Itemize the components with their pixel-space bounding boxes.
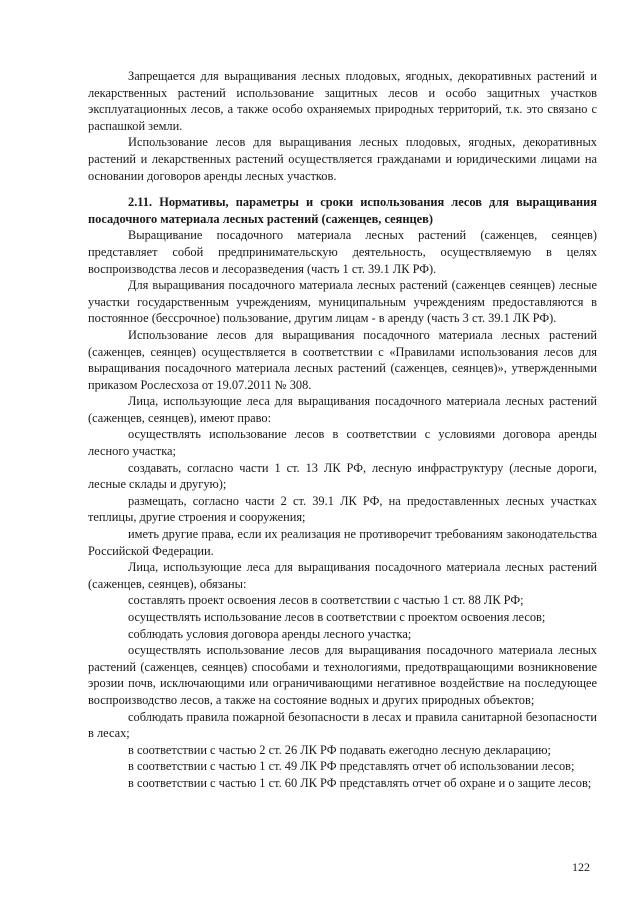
paragraph: Использование лесов для выращивания лесных плодовых, ягодных, декоративных растений и лекарственных растений осуществляется гражданами и юридическими лицами на основании договоров аренды лесных участков.: [88, 135, 597, 183]
list-item: соблюдать условия договора аренды лесного участка;: [128, 626, 412, 641]
list-item: составлять проект освоения лесов в соответствии с частью 1 ст. 88 ЛК РФ;: [128, 593, 524, 608]
list-item: осуществлять использование лесов для выращивания посадочного материала лесных растений (саженцев, сеянцев) способами и технологиями, предотвращающими возникновение эрозии почв, исключающими или ограничивающими негативное воздействие на последующее воспроизводство лесов, а также на состояние водных и других природных объектов;: [88, 643, 597, 707]
list-item: соблюдать правила пожарной безопасности в лесах и правила санитарной безопасности в лесах;: [88, 709, 597, 741]
paragraph: Выращивание посадочного материала лесных растений (саженцев, сеянцев) представляет собой предпринимательскую деятельность, осуществляемую в целях воспроизводства лесов и лесоразведения (часть 1 ст. 39.1 ЛК РФ).: [88, 228, 597, 276]
list-item: осуществлять использование лесов в соответствии с проектом освоения лесов;: [128, 610, 546, 624]
paragraph: Лица, использующие леса для выращивания посадочного материала лесных растений (саженцев, сеянцев), имеют право:: [88, 394, 597, 425]
list-item: осуществлять использование лесов в соответствии с условиями договора аренды лесного участка;: [88, 427, 597, 459]
document-page: [88, 68, 597, 792]
list-item: иметь другие права, если их реализация не противоречит требованиям законодательства Российской Федерации.: [88, 527, 597, 558]
list-item: в соответствии с частью 1 ст. 49 ЛК РФ представлять отчет об использовании лесов;: [128, 759, 575, 774]
paragraph: Для выращивания посадочного материала лесных растений (саженцев сеянцев) лесные участки государственным учреждениям, муниципальным учреждениям предоставляются в постоянное (бессрочное) пользование, другим лицам - в аренду (часть 3 ст. 39.1 ЛК РФ).: [88, 278, 597, 326]
list-item: в соответствии с частью 2 ст. 26 ЛК РФ подавать ежегодно лесную декларацию;: [128, 742, 551, 757]
page-number: 122: [572, 860, 590, 874]
section-heading: 2.11. Нормативы, параметры и сроки использования лесов для выращивания посадочного материала лесных растений (саженцев, сеянцев): [88, 195, 597, 226]
list-item: создавать, согласно части 1 ст. 13 ЛК РФ, лесную инфраструктуру (лесные дороги, лесные склады и другую);: [88, 460, 597, 492]
list-item: размещать, согласно части 2 ст. 39.1 ЛК РФ, на предоставленных лесных участках теплицы, другие строения и сооружения;: [88, 493, 597, 525]
paragraph: Использование лесов для выращивания посадочного материала лесных растений (саженцев, сеянцев) осуществляется в соответствии с «Правилами использования лесов для выращивания посадочного материала лесных растений (саженцев, сеянцев)», утвержденными приказом Рослесхоза от 19.07.2011 № 308.: [88, 327, 597, 392]
list-item: в соответствии с частью 1 ст. 60 ЛК РФ представлять отчет об охране и о защите лесов;: [128, 775, 592, 790]
paragraph: Запрещается для выращивания лесных плодовых, ягодных, декоративных растений и лекарственных растений использование защитных лесов и особо защитных участков эксплуатационных лесов, а также особо охраняемых природных территорий, т.к. это связано с распашкой земли.: [88, 69, 597, 133]
paragraph: Лица, использующие леса для выращивания посадочного материала лесных растений (саженцев, сеянцев), обязаны:: [88, 560, 597, 591]
